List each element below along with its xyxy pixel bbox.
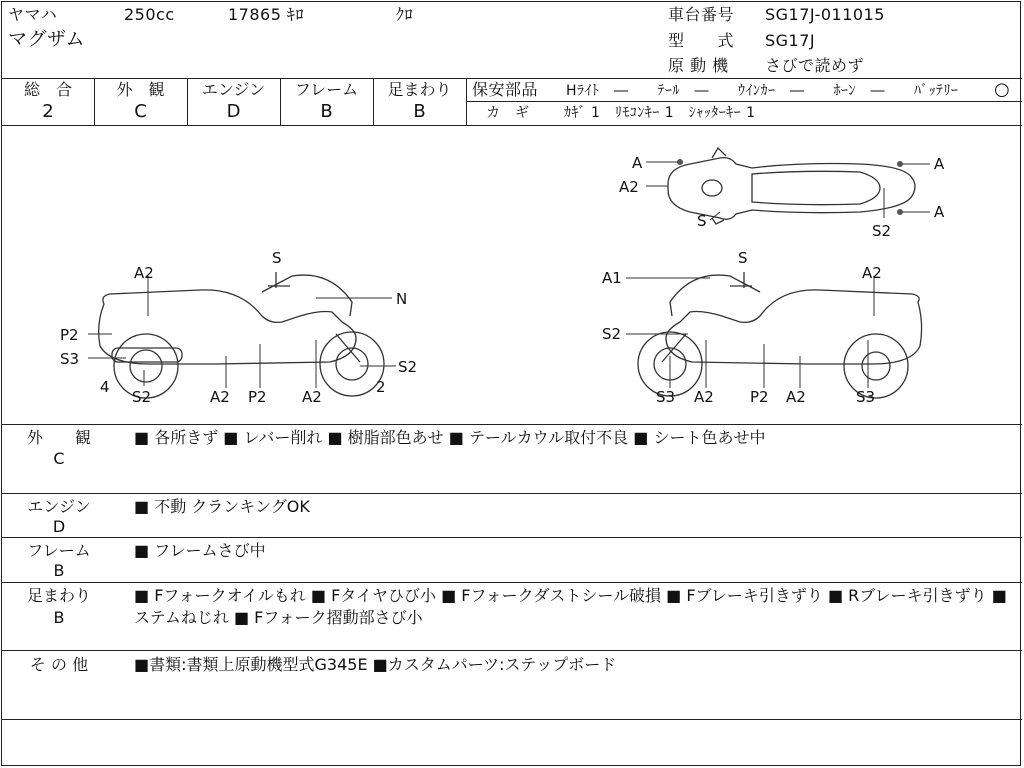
top-label: S2 [872,222,892,240]
scooter-left-view [99,272,384,398]
mileage: 17865 ｷﾛ [228,5,304,24]
frame-no-label: 車台番号 [668,5,735,24]
engine-value: さびで読めず [765,56,865,75]
safety-title: 保安部品 [472,80,539,99]
remark-category: 足まわり [26,586,91,605]
score-label-exterior: 外 観 [116,80,165,99]
maker: ヤマハ [8,5,58,24]
model-name: マグザム [8,28,86,50]
left-label: P2 [248,388,267,406]
damage-diagram [0,126,1022,424]
divider [1,493,1022,494]
remark-category: 外 観 [26,428,91,447]
top-label: S [697,212,707,230]
remark-text: ■ 各所きず ■ レバー削れ ■ 樹脂部色あせ ■ テールカウル取付不良 ■ シート色あせ中 [134,428,766,447]
score-value-overall: 2 [42,101,54,122]
top-label: A [632,154,643,172]
right-label: S2 [602,325,622,343]
score-value-engine: D [226,101,241,122]
battery-mark: ○ [994,79,1011,100]
left-label: A2 [210,388,230,406]
top-label: A [934,203,945,221]
left-label: S2 [132,388,152,406]
scooter-right-view [638,272,922,398]
remark-grade: C [53,449,65,468]
left-label: 4 [100,378,110,396]
remark-category: エンジン [27,497,91,516]
remark-text: ■書類:書類上原動機型式G345E ■カスタムパーツ:ステップボード [134,655,617,674]
remark-grade: B [53,608,65,627]
top-label: A [934,155,945,173]
divider [1,78,1022,79]
displacement: 250cc [124,5,175,24]
score-label-overall: 総 合 [23,80,72,99]
remark-text: ■ 不動 クランキングOK [134,497,310,516]
left-label: S2 [398,358,418,376]
right-label: S3 [656,388,676,406]
left-label: A2 [134,264,154,282]
divider [1,719,1022,720]
frame-no: SG17J-011015 [765,5,885,24]
score-value-suspension: B [413,101,426,122]
remark-category: そ の 他 [29,655,89,674]
right-label: A1 [602,269,622,287]
model-code-label: 型 式 [668,31,735,50]
leader-lines [88,162,930,388]
divider [1,582,1022,583]
left-label: S [272,249,282,267]
right-label: A2 [786,388,806,406]
remark-grade: D [52,517,66,536]
remark-text: ■ フレームさび中 [134,541,266,560]
right-label: A2 [862,264,882,282]
right-label: S [738,249,748,267]
left-label: 2 [376,378,386,396]
remark-grade: B [53,561,65,580]
left-label: A2 [302,388,322,406]
score-label-engine: エンジン [201,80,266,99]
remark-text: ■ Fフォークオイルもれ ■ Fタイヤひび小 ■ Fフォークダストシール破損 ■ Fブレーキ引きずり ■ Rブレーキ引きずり ■ ステムねじれ ■ Fフォーク摺動部さび小 [134,586,1007,627]
score-label-frame: フレーム [294,80,359,99]
divider [1,537,1022,538]
left-label: N [396,290,408,308]
left-label: P2 [60,326,79,344]
score-value-frame: B [320,101,333,122]
engine-label: 原 動 機 [668,56,729,75]
key-value: ｶｷﾞ 1 ﾘﾓｺﾝｷｰ 1 ｼｬｯﾀｰｷｰ 1 [564,105,756,121]
right-label: A2 [694,388,714,406]
top-label: A2 [619,178,639,196]
right-label: S3 [856,388,876,406]
divider [1,650,1022,651]
left-label: S3 [60,350,80,368]
divider [466,101,1022,102]
model-code: SG17J [765,31,816,50]
key-label: カ ギ [486,105,530,121]
color: ｸﾛ [396,5,414,24]
right-label: P2 [750,388,769,406]
score-value-exterior: C [134,101,147,122]
safety-line: Hﾗｲﾄ ― ﾃｰﾙ ― ｳｲﾝｶｰ ― ﾎｰﾝ ― ﾊﾞｯﾃﾘｰ [566,83,959,99]
remark-category: フレーム [27,541,91,560]
divider [1,424,1022,425]
score-label-suspension: 足まわり [387,80,452,99]
